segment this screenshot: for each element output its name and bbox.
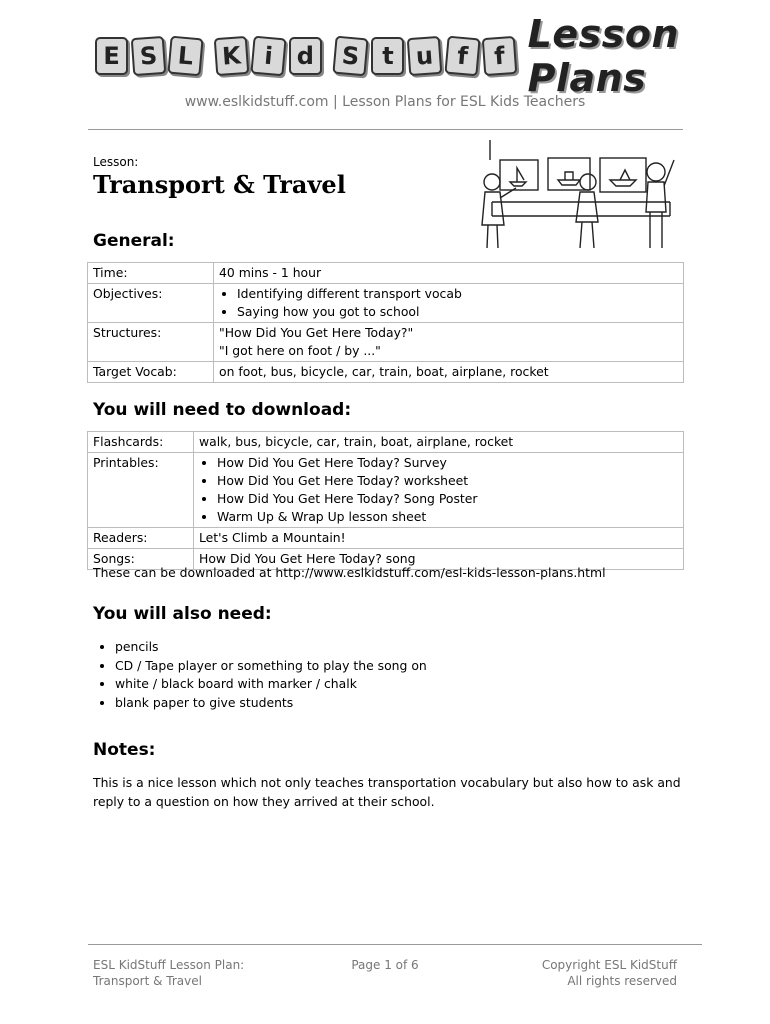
list-item: • white / black board with marker / chalk bbox=[115, 675, 427, 694]
readers-label: Readers: bbox=[88, 528, 194, 549]
logo-tile: S bbox=[131, 36, 167, 76]
logo-tile: t bbox=[371, 37, 404, 75]
classroom-illustration bbox=[470, 130, 685, 255]
logo-tile: L bbox=[168, 36, 204, 77]
list-item: • How Did You Get Here Today? Song Poster bbox=[217, 490, 678, 508]
list-item: • How Did You Get Here Today? worksheet bbox=[217, 472, 678, 490]
songs-value: How Did You Get Here Today? song bbox=[194, 549, 684, 570]
logo-tile: f bbox=[481, 36, 517, 76]
table-row bbox=[88, 323, 684, 362]
lesson-title: Transport & Travel bbox=[93, 170, 346, 199]
logo-tile: E bbox=[95, 37, 128, 75]
printables-cell bbox=[194, 453, 684, 528]
list-item: • Saying how you got to school bbox=[237, 303, 678, 321]
printables-list bbox=[199, 454, 678, 526]
also-need-heading: You will also need: bbox=[93, 604, 272, 624]
logo-tile: i bbox=[250, 36, 286, 77]
objectives-list bbox=[219, 285, 678, 321]
list-item: • blank paper to give students bbox=[115, 694, 427, 713]
flashcards-value: walk, bus, bicycle, car, train, boat, airplane, rocket bbox=[194, 432, 684, 453]
objectives-cell bbox=[214, 284, 684, 323]
logo-tile: f bbox=[444, 36, 480, 77]
table-row bbox=[88, 528, 684, 549]
time-label: Time: bbox=[88, 263, 214, 284]
notes-text: This is a nice lesson which not only teaches transportation vocabulary but also how to ask and reply to a question on how they arrived at their school. bbox=[93, 775, 681, 809]
notes-heading: Notes: bbox=[93, 740, 156, 760]
flashcards-label: Flashcards: bbox=[88, 432, 194, 453]
footer-right-line: Copyright ESL KidStuff bbox=[541, 958, 677, 972]
table-row bbox=[88, 284, 684, 323]
list-item: • How Did You Get Here Today? Survey bbox=[217, 454, 678, 472]
logo-tile: d bbox=[289, 37, 322, 75]
readers-value: Let's Climb a Mountain! bbox=[194, 528, 684, 549]
footer-divider bbox=[88, 944, 702, 945]
songs-label: Songs: bbox=[88, 549, 194, 570]
list-item: • CD / Tape player or something to play the song on bbox=[115, 657, 427, 676]
table-row bbox=[88, 263, 684, 284]
also-need-list bbox=[93, 638, 427, 712]
footer-right-line: All rights reserved bbox=[567, 974, 677, 988]
objectives-label: Objectives: bbox=[88, 284, 214, 323]
footer-right bbox=[542, 957, 677, 989]
download-heading: You will need to download: bbox=[93, 400, 352, 420]
logo-tile: S bbox=[333, 36, 369, 77]
vocab-label: Target Vocab: bbox=[88, 362, 214, 383]
page-number: Page 1 of 6 bbox=[351, 958, 419, 972]
table-row bbox=[88, 432, 684, 453]
download-table bbox=[87, 431, 684, 570]
structures-label: Structures: bbox=[88, 323, 214, 362]
vocab-value: on foot, bus, bicycle, car, train, boat, airplane, rocket bbox=[214, 362, 684, 383]
list-item: • Warm Up & Wrap Up lesson sheet bbox=[217, 508, 678, 526]
download-note: These can be downloaded at http://www.eslkidstuff.com/esl-kids-lesson-plans.html bbox=[93, 565, 606, 580]
list-item: • Identifying different transport vocab bbox=[237, 285, 678, 303]
footer-left-line: Transport & Travel bbox=[93, 974, 202, 988]
time-value: 40 mins - 1 hour bbox=[214, 263, 684, 284]
footer-left-line: ESL KidStuff Lesson Plan: bbox=[93, 958, 245, 972]
printables-label: Printables: bbox=[88, 453, 194, 528]
list-item: • pencils bbox=[115, 638, 427, 657]
structure-line: "I got here on foot / by ..." bbox=[219, 343, 381, 358]
logo-tile: K bbox=[213, 36, 249, 76]
general-heading: General: bbox=[93, 231, 175, 251]
lesson-label: Lesson: bbox=[93, 155, 139, 169]
site-logo bbox=[95, 12, 770, 100]
table-row bbox=[88, 362, 684, 383]
general-table bbox=[87, 262, 684, 383]
structure-line: "How Did You Get Here Today?" bbox=[219, 325, 414, 340]
table-row bbox=[88, 453, 684, 528]
page-subtitle: www.eslkidstuff.com | Lesson Plans for ESL Kids Teachers bbox=[184, 94, 586, 110]
logo-tile: u bbox=[407, 36, 443, 76]
logo-title: Lesson Plans bbox=[527, 12, 679, 100]
structures-cell bbox=[214, 323, 684, 362]
